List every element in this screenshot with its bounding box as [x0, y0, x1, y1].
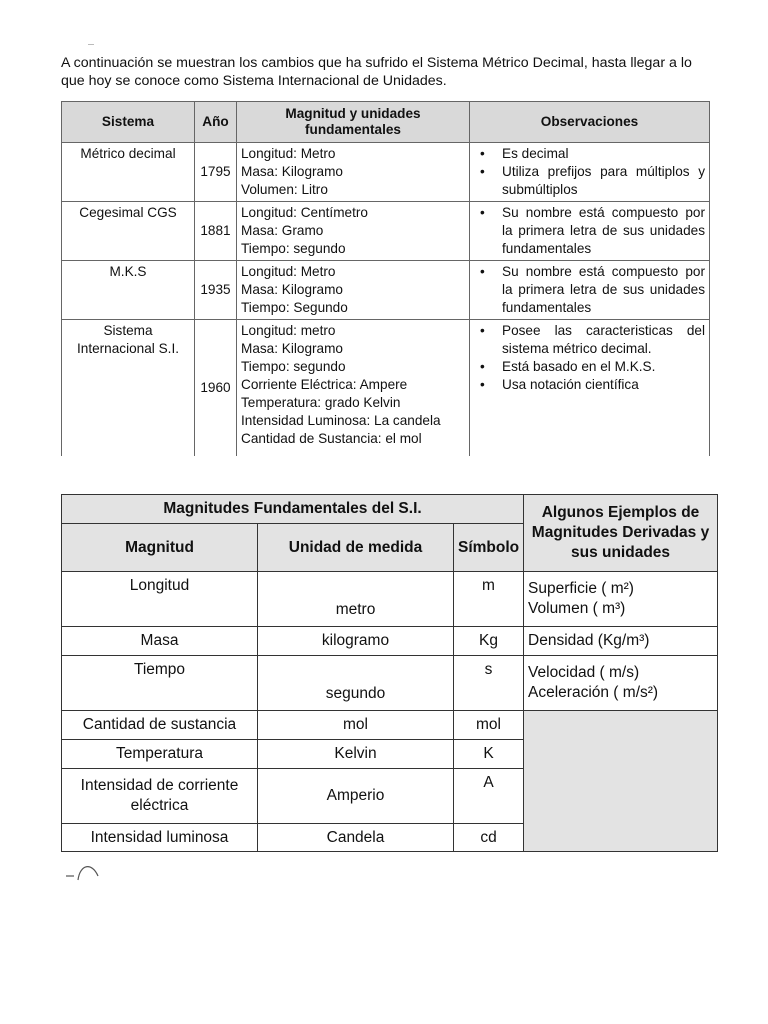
- magnitud-line: Intensidad Luminosa: La candela: [241, 413, 441, 428]
- observacion-item: • Usa notación científica: [474, 376, 705, 394]
- sistema-text: Métrico decimal: [80, 146, 176, 161]
- magnitud-line: Tiempo: segundo: [241, 359, 346, 374]
- magnitud-line: Longitud: metro: [241, 323, 336, 338]
- magnitud-line: Longitud: Centímetro: [241, 205, 368, 220]
- cell-ano: 1935: [195, 261, 237, 320]
- cell-simbolo: K: [454, 740, 524, 769]
- header-sistema: Sistema: [62, 102, 195, 143]
- cell-simbolo: mol: [454, 711, 524, 740]
- observacion-item: • Es decimal: [474, 145, 705, 163]
- derivada-line: Volumen ( m³): [528, 600, 626, 617]
- cell-observaciones: [470, 261, 710, 320]
- si-magnitudes-table: [61, 494, 718, 852]
- header-magnitud: Magnitud y unidades fundamentales: [237, 102, 470, 143]
- header-simbolo: Símbolo: [454, 524, 524, 572]
- derivada-line: Velocidad ( m/s): [528, 664, 640, 681]
- history-row: [62, 202, 710, 261]
- cell-derivadas: [524, 656, 718, 711]
- cell-magnitud: Intensidad luminosa: [62, 824, 258, 852]
- si-row: [62, 572, 718, 627]
- magnitud-line: Corriente Eléctrica: Ampere: [241, 377, 408, 392]
- derived-examples-title: Algunos Ejemplos de Magnitudes Derivadas y sus unidades: [524, 495, 718, 572]
- si-row: [62, 711, 718, 740]
- magnitud-line: Volumen: Litro: [241, 182, 328, 197]
- cell-magnitudes: [237, 261, 470, 320]
- history-row: [62, 320, 710, 456]
- magnitud-line: Masa: Gramo: [241, 223, 324, 238]
- history-row: [62, 143, 710, 202]
- magnitud-line: Tiempo: segundo: [241, 241, 346, 256]
- scan-mark: [88, 44, 94, 45]
- cell-unidad: kilogramo: [258, 627, 454, 656]
- cell-magnitud: Longitud: [62, 572, 258, 627]
- magnitud-line: Cantidad de Sustancia: el mol: [241, 431, 422, 446]
- magnitud-line: Masa: Kilogramo: [241, 282, 343, 297]
- derivadas-empty-area: [524, 711, 718, 852]
- header-observaciones: Observaciones: [470, 102, 710, 143]
- magnitud-line: Longitud: Metro: [241, 146, 336, 161]
- magnitud-line: Longitud: Metro: [241, 264, 336, 279]
- cell-derivadas: [524, 627, 718, 656]
- cell-unidad: segundo: [258, 656, 454, 711]
- si-row: [62, 656, 718, 711]
- cell-ano: 1960: [195, 320, 237, 456]
- si-row: [62, 627, 718, 656]
- cell-simbolo: s: [454, 656, 524, 711]
- cell-ano: 1881: [195, 202, 237, 261]
- derivada-line: Aceleración ( m/s²): [528, 684, 659, 701]
- cell-magnitudes: [237, 320, 470, 456]
- observacion-item: • Su nombre está compuesto por la primera letra de sus unidades fundamentales: [474, 263, 705, 317]
- observacion-item: • Posee las caracteristicas del sistema métrico decimal.: [474, 322, 705, 358]
- observacion-item: • Está basado en el M.K.S.: [474, 358, 705, 376]
- observacion-item: • Su nombre está compuesto por la primera letra de sus unidades fundamentales: [474, 204, 705, 258]
- header-unidad: Unidad de medida: [258, 524, 454, 572]
- cell-sistema: [62, 320, 195, 456]
- cell-simbolo: cd: [454, 824, 524, 852]
- cell-observaciones: [470, 143, 710, 202]
- sistema-text: M.K.S: [109, 264, 147, 279]
- cell-observaciones: [470, 320, 710, 456]
- sistema-text: Cegesimal CGS: [79, 205, 177, 220]
- history-table: [61, 101, 710, 456]
- intro-paragraph: A continuación se muestran los cambios que ha sufrido el Sistema Métrico Decimal, hasta llegar a lo que hoy se conoce como Sistema Internacional de Unidades.: [61, 55, 692, 89]
- cell-sistema: [62, 143, 195, 202]
- cell-magnitudes: [237, 143, 470, 202]
- header-ano: Año: [195, 102, 237, 143]
- cell-sistema: [62, 202, 195, 261]
- cell-magnitud: Masa: [62, 627, 258, 656]
- cell-unidad: Amperio: [258, 769, 454, 824]
- observacion-item: • Utiliza prefijos para múltiplos y submúltiplos: [474, 163, 705, 199]
- cell-magnitud: Tiempo: [62, 656, 258, 711]
- cell-simbolo: Kg: [454, 627, 524, 656]
- cell-unidad: Kelvin: [258, 740, 454, 769]
- cell-observaciones: [470, 202, 710, 261]
- si-table-title: Magnitudes Fundamentales del S.I.: [62, 495, 524, 524]
- cell-magnitud: Intensidad de corriente eléctrica: [62, 769, 258, 824]
- derivada-line: Superficie ( m²): [528, 580, 634, 597]
- magnitud-line: Temperatura: grado Kelvin: [241, 395, 401, 410]
- history-table-header: [62, 102, 710, 143]
- cell-unidad: mol: [258, 711, 454, 740]
- derivada-line: Densidad (Kg/m³): [528, 632, 650, 649]
- sistema-text: Sistema: [103, 323, 153, 338]
- sistema-text: Internacional S.I.: [76, 341, 179, 356]
- cell-sistema: [62, 261, 195, 320]
- cell-magnitudes: [237, 202, 470, 261]
- history-row: [62, 261, 710, 320]
- magnitud-line: Masa: Kilogramo: [241, 341, 343, 356]
- cell-simbolo: A: [454, 769, 524, 824]
- cell-magnitud: Cantidad de sustancia: [62, 711, 258, 740]
- cell-derivadas: [524, 572, 718, 627]
- cell-unidad: metro: [258, 572, 454, 627]
- cell-simbolo: m: [454, 572, 524, 627]
- cell-ano: 1795: [195, 143, 237, 202]
- magnitud-line: Tiempo: Segundo: [241, 300, 348, 315]
- cell-unidad: Candela: [258, 824, 454, 852]
- header-magnitud: Magnitud: [62, 524, 258, 572]
- magnitud-line: Masa: Kilogramo: [241, 164, 343, 179]
- handwritten-mark: [64, 860, 104, 882]
- cell-magnitud: Temperatura: [62, 740, 258, 769]
